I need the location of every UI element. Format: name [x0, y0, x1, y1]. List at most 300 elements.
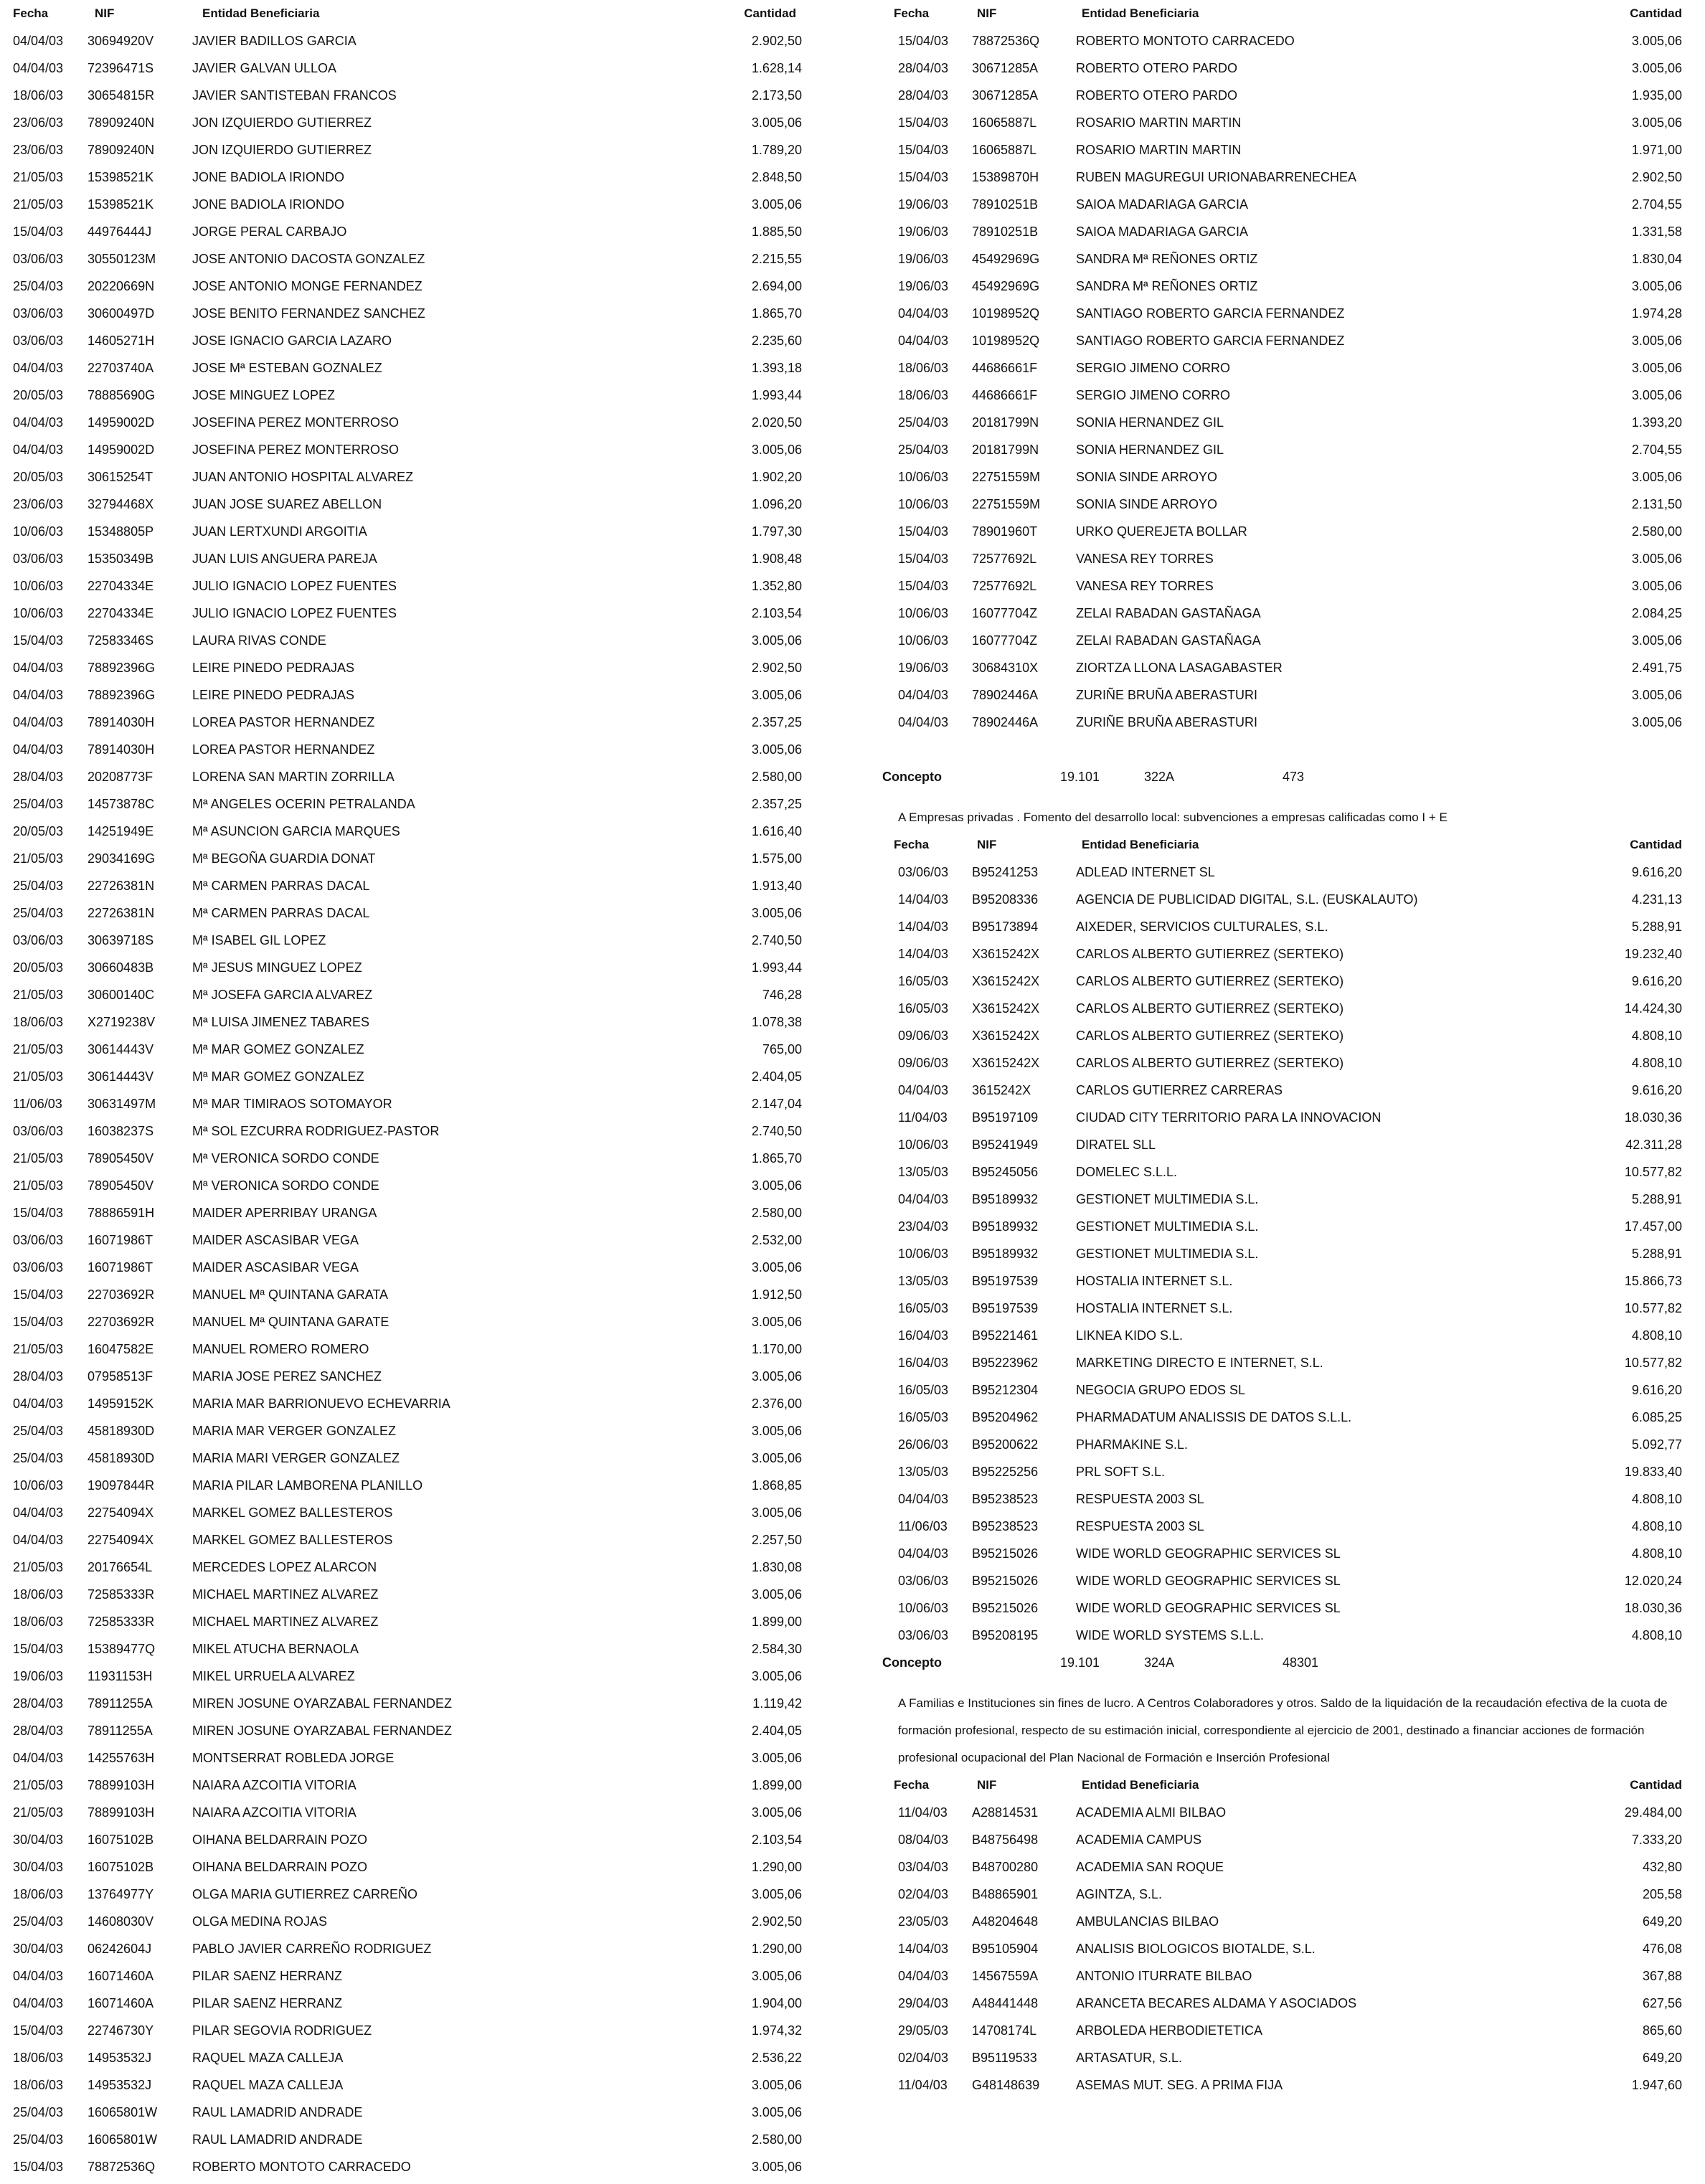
left-table-body [0, 27, 825, 2180]
row-nif: 14251949E [88, 824, 154, 838]
row-cantidad: 1.096,20 [751, 497, 802, 511]
row-nif: B95215026 [972, 1574, 1039, 1588]
row-entidad: MERCEDES LOPEZ ALARCON [192, 1560, 377, 1574]
table-row [0, 1881, 825, 1908]
row-nif: 30615254T [88, 470, 154, 484]
row-nif: 14953532J [88, 2078, 152, 2092]
row-fecha: 19/06/03 [898, 252, 949, 266]
row-nif: 16071460A [88, 1996, 154, 2010]
row-nif: 22751559M [972, 497, 1041, 511]
row-cantidad: 1.078,38 [751, 1015, 802, 1029]
row-entidad: Mª MAR GOMEZ GONZALEZ [192, 1042, 364, 1056]
row-nif: B95238523 [972, 1519, 1039, 1533]
row-nif: 78886591H [88, 1206, 155, 1220]
row-cantidad: 432,80 [1642, 1860, 1682, 1874]
table-row [868, 1267, 1705, 1295]
row-cantidad: 1.947,60 [1631, 2078, 1682, 2092]
table-row [0, 1608, 825, 1635]
row-fecha: 11/06/03 [898, 1519, 948, 1533]
row-cantidad: 3.005,06 [751, 1260, 802, 1275]
row-entidad: SANDRA Mª REÑONES ORTIZ [1076, 252, 1258, 266]
row-fecha: 25/04/03 [13, 797, 64, 811]
table-row [868, 409, 1705, 436]
row-nif: 3615242X [972, 1083, 1031, 1097]
table-row [868, 1567, 1705, 1594]
row-nif: 16047582E [88, 1342, 154, 1356]
row-entidad: OLGA MARIA GUTIERREZ CARREÑO [192, 1887, 418, 1901]
row-fecha: 19/06/03 [13, 1669, 64, 1683]
table-row [0, 872, 825, 899]
row-entidad: JOSE MINGUEZ LOPEZ [192, 388, 336, 402]
row-fecha: 11/04/03 [898, 2078, 948, 2092]
row-entidad: Mª JESUS MINGUEZ LOPEZ [192, 960, 362, 975]
header-fecha: Fecha [894, 838, 930, 851]
row-nif: 30614443V [88, 1042, 154, 1056]
table-row [0, 1772, 825, 1799]
row-entidad: JOSEFINA PEREZ MONTERROSO [192, 443, 400, 457]
row-nif: 11931153H [88, 1669, 153, 1683]
row-fecha: 15/04/03 [898, 143, 949, 157]
right-table-body-2 [868, 859, 1705, 1649]
row-fecha: 23/06/03 [13, 497, 64, 511]
row-entidad: WIDE WORLD GEOGRAPHIC SERVICES SL [1076, 1574, 1341, 1588]
row-cantidad: 2.147,04 [751, 1097, 802, 1111]
row-fecha: 03/06/03 [13, 1260, 64, 1275]
row-cantidad: 4.231,13 [1631, 892, 1682, 907]
row-entidad: SERGIO JIMENO CORRO [1076, 361, 1231, 375]
table-row [868, 545, 1705, 572]
row-cantidad: 1.575,00 [751, 851, 802, 866]
row-cantidad: 7.333,20 [1631, 1833, 1682, 1847]
table-row [0, 82, 825, 109]
row-fecha: 10/06/03 [898, 1601, 949, 1615]
row-entidad: JULIO IGNACIO LOPEZ FUENTES [192, 579, 397, 593]
row-nif: 13764977Y [88, 1887, 154, 1901]
row-entidad: JONE BADIOLA IRIONDO [192, 197, 345, 212]
table-row [868, 518, 1705, 545]
row-entidad: ZURIÑE BRUÑA ABERASTURI [1076, 688, 1258, 702]
table-row [868, 654, 1705, 681]
table-row [0, 1554, 825, 1581]
row-cantidad: 4.808,10 [1631, 1492, 1682, 1506]
row-fecha: 03/06/03 [13, 552, 64, 566]
table-row [0, 818, 825, 845]
row-fecha: 10/06/03 [13, 1478, 64, 1493]
row-fecha: 03/06/03 [13, 1124, 64, 1138]
row-entidad: Mª MAR GOMEZ GONZALEZ [192, 1069, 364, 1084]
row-nif: B95197539 [972, 1274, 1039, 1288]
row-fecha: 04/04/03 [13, 61, 64, 75]
table-row [0, 790, 825, 818]
row-entidad: GESTIONET MULTIMEDIA S.L. [1076, 1219, 1259, 1234]
row-cantidad: 2.536,22 [751, 2051, 802, 2065]
table-row [868, 1104, 1705, 1131]
row-cantidad: 1.902,20 [751, 470, 802, 484]
row-nif: 22726381N [88, 906, 155, 920]
concepto-program: 322A [1144, 770, 1175, 784]
row-cantidad: 3.005,06 [751, 1369, 802, 1384]
row-cantidad: 1.290,00 [751, 1860, 802, 1874]
row-cantidad: 2.902,50 [1631, 170, 1682, 184]
row-nif: B48700280 [972, 1860, 1039, 1874]
row-entidad: ARTASATUR, S.L. [1076, 2051, 1183, 2065]
row-fecha: 25/04/03 [13, 879, 64, 893]
table-row [0, 1799, 825, 1826]
row-nif: 30631497M [88, 1097, 156, 1111]
row-nif: B48756498 [972, 1833, 1039, 1847]
row-entidad: OLGA MEDINA ROJAS [192, 1914, 328, 1929]
row-fecha: 18/06/03 [13, 1015, 64, 1029]
row-cantidad: 2.357,25 [751, 715, 802, 729]
row-entidad: JOSE IGNACIO GARCIA LAZARO [192, 334, 392, 348]
row-fecha: 25/04/03 [13, 906, 64, 920]
row-entidad: SERGIO JIMENO CORRO [1076, 388, 1231, 402]
concepto-program: 324A [1144, 1655, 1175, 1670]
row-fecha: 11/06/03 [13, 1097, 62, 1111]
row-nif: 16065887L [972, 115, 1037, 130]
row-cantidad: 15.866,73 [1624, 1274, 1682, 1288]
row-nif: 30684310X [972, 661, 1039, 675]
row-nif: 44686661F [972, 361, 1038, 375]
row-entidad: Mª CARMEN PARRAS DACAL [192, 879, 370, 893]
header-entidad: Entidad Beneficiaria [1082, 6, 1199, 20]
table-row [868, 859, 1705, 886]
table-row [0, 709, 825, 736]
row-entidad: Mª SOL EZCURRA RODRIGUEZ-PASTOR [192, 1124, 440, 1138]
row-fecha: 04/04/03 [13, 361, 64, 375]
row-fecha: 19/06/03 [898, 279, 949, 293]
right-table-body-3 [868, 1799, 1705, 2099]
row-entidad: PILAR SAENZ HERRANZ [192, 1996, 343, 2010]
row-nif: 78902446A [972, 715, 1039, 729]
row-cantidad: 1.830,04 [1631, 252, 1682, 266]
row-fecha: 25/04/03 [13, 279, 64, 293]
row-entidad: WIDE WORLD GEOGRAPHIC SERVICES SL [1076, 1546, 1341, 1561]
row-entidad: SAIOA MADARIAGA GARCIA [1076, 197, 1249, 212]
table-row [0, 382, 825, 409]
row-cantidad: 2.580,00 [1631, 524, 1682, 539]
row-fecha: 15/04/03 [898, 579, 949, 593]
row-entidad: RAUL LAMADRID ANDRADE [192, 2132, 363, 2147]
row-nif: X3615242X [972, 1029, 1040, 1043]
row-nif: A48204648 [972, 1914, 1039, 1929]
row-cantidad: 1.974,32 [751, 2023, 802, 2038]
row-entidad: ZIORTZA LLONA LASAGABASTER [1076, 661, 1283, 675]
table-row [0, 654, 825, 681]
row-entidad: AIXEDER, SERVICIOS CULTURALES, S.L. [1076, 920, 1328, 934]
row-cantidad: 476,08 [1642, 1942, 1682, 1956]
table-row [0, 1717, 825, 1744]
row-fecha: 15/04/03 [898, 34, 949, 48]
row-fecha: 26/06/03 [898, 1437, 949, 1452]
table-row [0, 927, 825, 954]
row-nif: B95223962 [972, 1356, 1039, 1370]
row-nif: 22754094X [88, 1533, 154, 1547]
row-fecha: 03/06/03 [13, 306, 64, 321]
table-header [0, 0, 825, 27]
row-fecha: 18/06/03 [13, 88, 64, 103]
concepto-line [868, 763, 1705, 790]
row-cantidad: 1.885,50 [751, 224, 802, 239]
row-nif: 30614443V [88, 1069, 154, 1084]
row-fecha: 09/06/03 [898, 1056, 949, 1070]
row-entidad: CIUDAD CITY TERRITORIO PARA LA INNOVACION [1076, 1110, 1382, 1125]
table-row [868, 82, 1705, 109]
row-nif: B95245056 [972, 1165, 1039, 1179]
table-row [0, 1308, 825, 1336]
header-fecha: Fecha [894, 6, 930, 20]
row-nif: 72577692L [972, 579, 1037, 593]
row-cantidad: 4.808,10 [1631, 1029, 1682, 1043]
table-row [0, 327, 825, 354]
concepto-section: 19.101 [1060, 1655, 1100, 1670]
row-fecha: 28/04/03 [898, 88, 949, 103]
row-nif: 32794468X [88, 497, 154, 511]
row-nif: 30671285A [972, 88, 1039, 103]
table-row [0, 600, 825, 627]
row-entidad: SANDRA Mª REÑONES ORTIZ [1076, 279, 1258, 293]
table-header [868, 0, 1705, 27]
row-fecha: 20/05/03 [13, 960, 64, 975]
row-cantidad: 1.865,70 [751, 306, 802, 321]
table-row [0, 736, 825, 763]
row-entidad: MARIA PILAR LAMBORENA PLANILLO [192, 1478, 423, 1493]
row-cantidad: 3.005,06 [1631, 388, 1682, 402]
row-fecha: 04/04/03 [13, 1533, 64, 1547]
row-fecha: 03/06/03 [13, 1233, 64, 1247]
row-fecha: 10/06/03 [898, 1138, 949, 1152]
row-entidad: MANUEL Mª QUINTANA GARATE [192, 1315, 389, 1329]
row-cantidad: 3.005,06 [751, 1751, 802, 1765]
row-cantidad: 18.030,36 [1624, 1110, 1682, 1125]
row-fecha: 04/04/03 [898, 334, 949, 348]
row-nif: 72585333R [88, 1615, 155, 1629]
row-nif: X3615242X [972, 1056, 1040, 1070]
row-cantidad: 2.902,50 [751, 1914, 802, 1929]
table-row [868, 382, 1705, 409]
row-fecha: 10/06/03 [13, 579, 64, 593]
row-cantidad: 18.030,36 [1624, 1601, 1682, 1615]
row-cantidad: 1.789,20 [751, 143, 802, 157]
row-entidad: ROBERTO OTERO PARDO [1076, 88, 1238, 103]
row-fecha: 16/04/03 [898, 1356, 949, 1370]
row-entidad: MARKEL GOMEZ BALLESTEROS [192, 1533, 393, 1547]
row-cantidad: 3.005,06 [1631, 279, 1682, 293]
row-entidad: VANESA REY TORRES [1076, 552, 1214, 566]
row-fecha: 21/05/03 [13, 851, 64, 866]
table-row [868, 1431, 1705, 1458]
row-entidad: LAURA RIVAS CONDE [192, 633, 326, 648]
row-nif: 22703740A [88, 361, 154, 375]
table-row [0, 463, 825, 491]
row-fecha: 25/04/03 [898, 415, 949, 430]
row-cantidad: 367,88 [1642, 1969, 1682, 1983]
row-entidad: ADLEAD INTERNET SL [1076, 865, 1215, 879]
row-nif: A48441448 [972, 1996, 1039, 2010]
row-nif: 45492969G [972, 279, 1040, 293]
row-fecha: 30/04/03 [13, 1833, 64, 1847]
table-row [868, 245, 1705, 273]
concepto-line [868, 1649, 1705, 1676]
row-cantidad: 2.580,00 [751, 2132, 802, 2147]
row-entidad: GESTIONET MULTIMEDIA S.L. [1076, 1192, 1259, 1206]
row-fecha: 20/05/03 [13, 388, 64, 402]
row-entidad: JON IZQUIERDO GUTIERREZ [192, 115, 372, 130]
table-row [0, 1581, 825, 1608]
row-cantidad: 1.935,00 [1631, 88, 1682, 103]
row-entidad: JULIO IGNACIO LOPEZ FUENTES [192, 606, 397, 620]
row-entidad: Mª CARMEN PARRAS DACAL [192, 906, 370, 920]
row-nif: B95200622 [972, 1437, 1039, 1452]
row-cantidad: 3.005,06 [1631, 34, 1682, 48]
row-cantidad: 3.005,06 [1631, 361, 1682, 375]
left-column [0, 0, 825, 2180]
row-fecha: 04/04/03 [898, 715, 949, 729]
row-fecha: 20/05/03 [13, 824, 64, 838]
row-entidad: RESPUESTA 2003 SL [1076, 1519, 1204, 1533]
row-nif: B95189932 [972, 1219, 1039, 1234]
row-fecha: 10/06/03 [898, 606, 949, 620]
row-fecha: 28/04/03 [13, 1724, 64, 1738]
row-entidad: JOSEFINA PEREZ MONTERROSO [192, 415, 400, 430]
row-cantidad: 649,20 [1642, 2051, 1682, 2065]
row-cantidad: 2.404,05 [751, 1069, 802, 1084]
row-nif: 78899103H [88, 1805, 155, 1820]
row-cantidad: 12.020,24 [1624, 1574, 1682, 1588]
row-nif: 72585333R [88, 1587, 155, 1602]
table-row [868, 995, 1705, 1022]
row-nif: X3615242X [972, 1001, 1040, 1016]
section-description: A Familias e Instituciones sin fines de lucro. A Centros Colaboradores y otros. Saldo de la liquidación de la recaudación efectiva de la cuota de formación profesional, respecto de su estimación inicial, correspondiente al ejercicio de 2001, destinado a financiar acciones de formación profesional ocupacional del Plan Nacional de Formación e Inserción Profesional [898, 1696, 1668, 1764]
row-nif: X3615242X [972, 974, 1040, 988]
row-entidad: WIDE WORLD GEOGRAPHIC SERVICES SL [1076, 1601, 1341, 1615]
row-cantidad: 2.902,50 [751, 34, 802, 48]
table-row [868, 2071, 1705, 2099]
header-cantidad: Cantidad [744, 6, 796, 20]
row-nif: 06242604J [88, 1942, 152, 1956]
concepto-label: Concepto [882, 1655, 942, 1670]
row-entidad: Mª ISABEL GIL LOPEZ [192, 933, 326, 947]
row-fecha: 21/05/03 [13, 170, 64, 184]
row-entidad: JUAN LERTXUNDI ARGOITIA [192, 524, 367, 539]
row-fecha: 15/04/03 [13, 1206, 64, 1220]
row-fecha: 03/06/03 [898, 865, 949, 879]
row-fecha: 10/06/03 [13, 606, 64, 620]
row-fecha: 15/04/03 [13, 1315, 64, 1329]
row-entidad: PHARMADATUM ANALISSIS DE DATOS S.L.L. [1076, 1410, 1352, 1424]
row-nif: 22754094X [88, 1505, 154, 1520]
row-entidad: JON IZQUIERDO GUTIERREZ [192, 143, 372, 157]
table-row [868, 491, 1705, 518]
table-row [0, 1336, 825, 1363]
table-row [0, 1962, 825, 1990]
row-cantidad: 4.808,10 [1631, 1519, 1682, 1533]
table-row [0, 218, 825, 245]
row-nif: B95221461 [972, 1328, 1039, 1343]
row-entidad: ARANCETA BECARES ALDAMA Y ASOCIADOS [1076, 1996, 1357, 2010]
table-row [0, 899, 825, 927]
row-cantidad: 649,20 [1642, 1914, 1682, 1929]
row-entidad: MICHAEL MARTINEZ ALVAREZ [192, 1587, 379, 1602]
table-row [868, 1908, 1705, 1935]
row-entidad: AGENCIA DE PUBLICIDAD DIGITAL, S.L. (EUSKALAUTO) [1076, 892, 1418, 907]
table-row [0, 191, 825, 218]
row-cantidad: 2.131,50 [1631, 497, 1682, 511]
row-entidad: DIRATEL SLL [1076, 1138, 1156, 1152]
row-nif: 30660483B [88, 960, 154, 975]
row-cantidad: 3.005,06 [751, 1969, 802, 1983]
row-cantidad: 3.005,06 [751, 2160, 802, 2174]
row-nif: B95215026 [972, 1546, 1039, 1561]
row-cantidad: 1.393,20 [1631, 415, 1682, 430]
row-nif: 78899103H [88, 1778, 155, 1792]
row-fecha: 10/06/03 [898, 1247, 949, 1261]
table-row [0, 1526, 825, 1554]
row-fecha: 16/04/03 [898, 1328, 949, 1343]
row-nif: X3615242X [972, 947, 1040, 961]
row-nif: 10198952Q [972, 334, 1040, 348]
row-entidad: Mª LUISA JIMENEZ TABARES [192, 1015, 370, 1029]
table-row [868, 273, 1705, 300]
row-cantidad: 19.833,40 [1624, 1465, 1682, 1479]
row-cantidad: 1.290,00 [751, 1942, 802, 1956]
row-entidad: HOSTALIA INTERNET S.L. [1076, 1274, 1233, 1288]
row-nif: 15389870H [972, 170, 1039, 184]
row-fecha: 04/04/03 [898, 1492, 949, 1506]
row-fecha: 19/06/03 [898, 661, 949, 675]
table-row [0, 2071, 825, 2099]
row-fecha: 15/04/03 [898, 115, 949, 130]
row-fecha: 18/06/03 [898, 361, 949, 375]
row-nif: 72583346S [88, 633, 154, 648]
row-nif: 19097844R [88, 1478, 155, 1493]
concepto-section: 19.101 [1060, 770, 1100, 784]
row-fecha: 08/04/03 [898, 1833, 949, 1847]
row-fecha: 19/06/03 [898, 197, 949, 212]
table-row [868, 1799, 1705, 1826]
row-cantidad: 3.005,06 [1631, 715, 1682, 729]
row-fecha: 04/04/03 [13, 1969, 64, 1983]
table-row [0, 491, 825, 518]
row-fecha: 09/06/03 [898, 1029, 949, 1043]
row-nif: 78910251B [972, 197, 1039, 212]
row-cantidad: 9.616,20 [1631, 1083, 1682, 1097]
table-row [0, 1090, 825, 1117]
table-row [868, 1158, 1705, 1186]
row-cantidad: 1.868,85 [751, 1478, 802, 1493]
row-fecha: 04/04/03 [898, 306, 949, 321]
row-cantidad: 10.577,82 [1624, 1356, 1682, 1370]
row-nif: 78911255A [88, 1724, 153, 1738]
row-fecha: 11/04/03 [898, 1805, 948, 1820]
row-cantidad: 2.215,55 [751, 252, 802, 266]
row-cantidad: 1.908,48 [751, 552, 802, 566]
row-cantidad: 3.005,06 [751, 1587, 802, 1602]
row-cantidad: 3.005,06 [751, 1887, 802, 1901]
row-nif: 72396471S [88, 61, 154, 75]
table-row [0, 436, 825, 463]
row-cantidad: 3.005,06 [751, 742, 802, 757]
row-fecha: 10/06/03 [13, 524, 64, 539]
row-nif: 78892396G [88, 688, 156, 702]
row-fecha: 28/04/03 [13, 1696, 64, 1711]
row-entidad: ROBERTO MONTOTO CARRACEDO [192, 2160, 411, 2174]
row-fecha: 14/04/03 [898, 1942, 949, 1956]
table-row [0, 1199, 825, 1226]
row-nif: 22703692R [88, 1287, 155, 1302]
row-cantidad: 765,00 [762, 1042, 802, 1056]
row-nif: 29034169G [88, 851, 156, 866]
